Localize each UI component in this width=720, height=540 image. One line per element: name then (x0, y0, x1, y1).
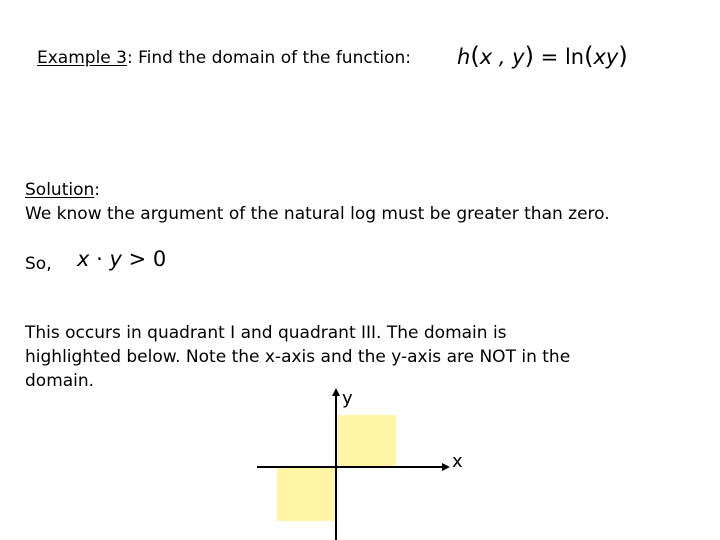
inequality-left: x (77, 247, 90, 271)
so-label: So, (25, 254, 52, 274)
inequality-value: 0 (152, 247, 167, 271)
y-axis-arrow (332, 388, 340, 396)
quadrant-graph (250, 385, 480, 540)
ln-argument: xy (593, 45, 619, 69)
equals-sign: = (540, 45, 559, 69)
x-axis-arrow (442, 463, 450, 471)
example-heading (37, 47, 411, 69)
inequality-right: y (109, 247, 122, 271)
function-args: x , y (479, 45, 525, 69)
inequality-dot: · (96, 247, 103, 271)
function-name: h (457, 45, 471, 69)
y-axis-label: y (342, 388, 353, 409)
example-prompt: Find the domain of the function: (138, 48, 411, 68)
example-colon: : (126, 48, 133, 68)
x-axis-label: x (452, 451, 463, 472)
inequality-expression (77, 247, 166, 271)
solution-heading (25, 179, 100, 201)
quadrant-1-highlight (337, 415, 396, 466)
quadrant-3-highlight (277, 468, 336, 521)
solution-colon: : (94, 180, 100, 200)
example-label: Example 3 (37, 48, 127, 68)
solution-line-1: We know the argument of the natural log must be greater than zero. (25, 204, 610, 224)
inequality-operator: > (128, 247, 147, 271)
function-expression: h(x , y) = ln(xy) (457, 42, 628, 70)
solution-label: Solution (25, 180, 95, 200)
paragraph-line-3: domain. (25, 371, 95, 391)
ln-operator: ln (564, 45, 585, 69)
paragraph-line-2: highlighted below. Note the x-axis and the y-axis are NOT in the (25, 347, 571, 367)
paragraph-line-1: This occurs in quadrant I and quadrant III. The domain is (25, 323, 507, 343)
